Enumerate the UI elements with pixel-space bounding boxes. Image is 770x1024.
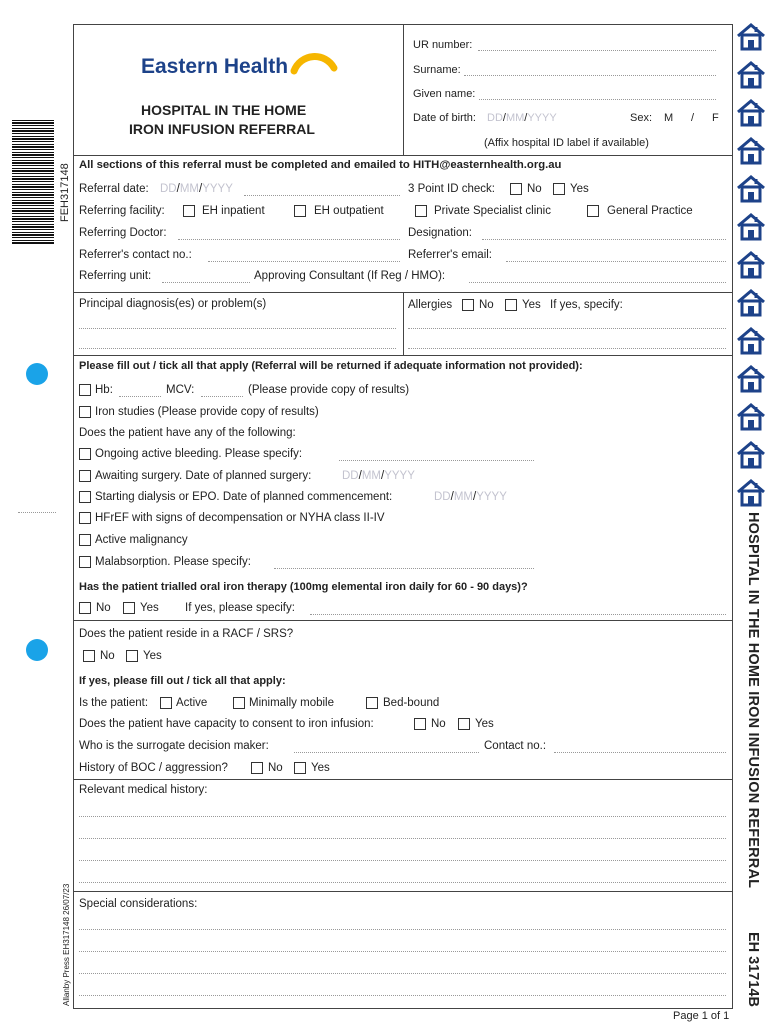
referrer-email-label: Referrer's email: (408, 249, 492, 261)
sex-m[interactable]: M (664, 112, 674, 124)
dob-field[interactable]: DD/MM/YYYY (487, 112, 557, 124)
punch-hole-top (26, 363, 48, 385)
oral-iron-yes-checkbox[interactable] (123, 602, 135, 614)
malignancy-label: Active malignancy (95, 534, 188, 546)
boc-yes-checkbox[interactable] (294, 762, 306, 774)
boc-no-label: No (268, 762, 283, 774)
facility-option-eh-inpatient: EH inpatient (202, 205, 265, 217)
surname-label: Surname: (413, 64, 461, 76)
referring-doctor-field[interactable] (178, 239, 400, 240)
printer-note: Allanby Press EH317148 26/07/23 (62, 883, 71, 1006)
oral-iron-yes-label: Yes (140, 602, 159, 614)
mobility-active-checkbox[interactable] (160, 697, 172, 709)
sex-separator: / (691, 112, 695, 124)
results-note: (Please provide copy of results) (248, 384, 410, 396)
logo-text: Eastern Health (141, 55, 289, 78)
capacity-no-label: No (431, 718, 446, 730)
malignancy-checkbox[interactable] (79, 534, 91, 546)
allergies-yes-label: Yes (522, 299, 541, 311)
sex-label: Sex: (630, 112, 653, 124)
instruction-text: All sections of this referral must be completed and emailed to HITH@easternhealth.org.au (79, 159, 562, 171)
house-icon (735, 440, 767, 470)
sex-f[interactable]: F (712, 112, 719, 124)
eastern-health-logo (139, 33, 339, 85)
relevant-history-line2[interactable] (79, 838, 726, 839)
referring-facility-label: Referring facility: (79, 205, 165, 217)
house-icon (735, 98, 767, 128)
facility-eh-outpatient-checkbox[interactable] (294, 205, 306, 217)
house-icon (735, 212, 767, 242)
capacity-yes-checkbox[interactable] (458, 718, 470, 730)
relevant-history-line1[interactable] (79, 816, 726, 817)
mobility-option-minimal: Minimally mobile (249, 697, 334, 709)
dob-label: Date of birth: (413, 112, 476, 124)
malabsorption-label: Malabsorption. Please specify: (95, 556, 251, 568)
allergies-yes-checkbox[interactable] (505, 299, 517, 311)
house-icon (735, 326, 767, 356)
referral-form (73, 24, 733, 1009)
special-considerations-label: Special considerations: (79, 898, 198, 910)
iron-studies-checkbox[interactable] (79, 406, 91, 418)
hb-label: Hb: (95, 384, 113, 396)
oral-iron-no-label: No (96, 602, 111, 614)
surname-field[interactable] (464, 75, 716, 76)
house-icon (735, 250, 767, 280)
mobility-minimal-checkbox[interactable] (233, 697, 245, 709)
facility-private-checkbox[interactable] (415, 205, 427, 217)
boc-no-checkbox[interactable] (251, 762, 263, 774)
allergies-no-label: No (479, 299, 494, 311)
surrogate-label: Who is the surrogate decision maker: (79, 740, 269, 752)
hfref-label: HFrEF with signs of decompensation or NYHA class II-IV (95, 512, 385, 524)
punch-hole-bottom (26, 639, 48, 661)
racf-yes-label: Yes (143, 650, 162, 662)
barcode-number: FEH317148 (59, 163, 71, 222)
bleeding-label: Ongoing active bleeding. Please specify: (95, 448, 303, 460)
special-considerations-line4[interactable] (79, 995, 726, 996)
racf-if-yes: If yes, please fill out / tick all that apply: (79, 675, 286, 687)
allergies-specify-label: If yes, specify: (550, 299, 623, 311)
point-id-yes-checkbox[interactable] (553, 183, 565, 195)
given-name-field[interactable] (479, 99, 716, 100)
referrer-email-field[interactable] (506, 261, 726, 262)
dialysis-date-field[interactable]: DD/MM/YYYY (434, 491, 507, 503)
house-icon (735, 402, 767, 432)
oral-iron-no-checkbox[interactable] (79, 602, 91, 614)
mcv-label: MCV: (166, 384, 195, 396)
bleeding-field[interactable] (339, 460, 534, 461)
principal-diagnosis-line1[interactable] (79, 328, 396, 329)
relevant-history-line3[interactable] (79, 860, 726, 861)
facility-gp-checkbox[interactable] (587, 205, 599, 217)
allergies-line1[interactable] (408, 328, 726, 329)
surrogate-contact-label: Contact no.: (484, 740, 547, 752)
special-considerations-line2[interactable] (79, 951, 726, 952)
right-side-title: HOSPITAL IN THE HOME IRON INFUSION REFERRAL (745, 512, 761, 889)
conditions-question: Does the patient have any of the following: (79, 427, 296, 439)
surgery-checkbox[interactable] (79, 470, 91, 482)
boc-label: History of BOC / aggression? (79, 762, 228, 774)
ur-number-label: UR number: (413, 39, 473, 51)
hb-field[interactable] (119, 396, 161, 397)
boc-yes-label: Yes (311, 762, 330, 774)
oral-iron-specify-label: If yes, please specify: (185, 602, 295, 614)
referring-unit-field[interactable] (162, 282, 250, 283)
mobility-option-bedbound: Bed-bound (383, 697, 440, 709)
racf-yes-checkbox[interactable] (126, 650, 138, 662)
malabsorption-checkbox[interactable] (79, 556, 91, 568)
hb-checkbox[interactable] (79, 384, 91, 396)
referrer-contact-field[interactable] (208, 261, 400, 262)
point-id-no-checkbox[interactable] (510, 183, 522, 195)
barcode (12, 120, 54, 245)
referral-date-label: Referral date: (79, 183, 149, 195)
approving-consultant-label: Approving Consultant (If Reg / HMO): (254, 270, 446, 282)
fold-mark (18, 512, 56, 513)
special-considerations-line1[interactable] (79, 929, 726, 930)
dialysis-checkbox[interactable] (79, 491, 91, 503)
house-icon (735, 364, 767, 394)
capacity-yes-label: Yes (475, 718, 494, 730)
facility-option-gp: General Practice (607, 205, 693, 217)
racf-no-label: No (100, 650, 115, 662)
facility-option-eh-outpatient: EH outpatient (314, 205, 384, 217)
allergies-line2[interactable] (408, 348, 726, 349)
point-id-yes-label: Yes (570, 183, 589, 195)
capacity-no-checkbox[interactable] (414, 718, 426, 730)
surgery-label: Awaiting surgery. Date of planned surgery: (95, 470, 312, 482)
is-patient-label: Is the patient: (79, 697, 149, 709)
referring-unit-label: Referring unit: (79, 270, 152, 282)
house-icon (735, 288, 767, 318)
capacity-label: Does the patient have capacity to consent to iron infusion: (79, 718, 374, 730)
relevant-history-line4[interactable] (79, 882, 726, 883)
principal-diagnosis-line2[interactable] (79, 348, 396, 349)
mcv-field[interactable] (201, 396, 243, 397)
house-icon (735, 136, 767, 166)
facility-eh-inpatient-checkbox[interactable] (183, 205, 195, 217)
surrogate-field[interactable] (294, 752, 479, 753)
form-title-line1: HOSPITAL IN THE HOME (141, 102, 307, 118)
racf-no-checkbox[interactable] (83, 650, 95, 662)
house-icon (735, 478, 767, 508)
allergies-label: Allergies (408, 299, 453, 311)
surrogate-contact-field[interactable] (554, 752, 726, 753)
approving-consultant-field[interactable] (469, 282, 726, 283)
iron-studies-label: Iron studies (Please provide copy of results) (95, 406, 319, 418)
house-icon (735, 60, 767, 90)
special-considerations-line3[interactable] (79, 973, 726, 974)
hfref-checkbox[interactable] (79, 512, 91, 524)
house-icon (735, 174, 767, 204)
right-side-code: EH 31714B (745, 932, 761, 1007)
referrer-contact-label: Referrer's contact no.: (79, 249, 192, 261)
designation-field[interactable] (482, 239, 726, 240)
page-number: Page 1 of 1 (673, 1010, 730, 1022)
ur-number-field[interactable] (478, 50, 716, 51)
given-name-label: Given name: (413, 88, 476, 100)
affix-note: (Affix hospital ID label if available) (484, 137, 649, 149)
dialysis-label: Starting dialysis or EPO. Date of planned commencement: (95, 491, 393, 503)
checklist-heading: Please fill out / tick all that apply (Referral will be returned if adequate information not provided): (79, 360, 583, 372)
referral-date-field[interactable]: DD/MM/YYYY (160, 183, 233, 195)
oral-iron-specify-field[interactable] (310, 614, 726, 615)
form-title-line2: IRON INFUSION REFERRAL (129, 121, 315, 137)
malabsorption-field[interactable] (274, 568, 534, 569)
mobility-bedbound-checkbox[interactable] (366, 697, 378, 709)
allergies-no-checkbox[interactable] (462, 299, 474, 311)
oral-iron-question: Has the patient trialled oral iron therapy (100mg elemental iron daily for 60 - 90 days)? (79, 581, 528, 593)
relevant-history-label: Relevant medical history: (79, 784, 208, 796)
racf-question: Does the patient reside in a RACF / SRS? (79, 628, 294, 640)
bleeding-checkbox[interactable] (79, 448, 91, 460)
surgery-date-field[interactable]: DD/MM/YYYY (342, 470, 415, 482)
point-id-label: 3 Point ID check: (408, 183, 495, 195)
referring-doctor-label: Referring Doctor: (79, 227, 167, 239)
facility-option-private: Private Specialist clinic (434, 205, 551, 217)
house-icon (735, 22, 767, 52)
designation-label: Designation: (408, 227, 472, 239)
point-id-no-label: No (527, 183, 542, 195)
mobility-option-active: Active (176, 697, 208, 709)
principal-diagnosis-label: Principal diagnosis(es) or problem(s) (79, 298, 267, 310)
